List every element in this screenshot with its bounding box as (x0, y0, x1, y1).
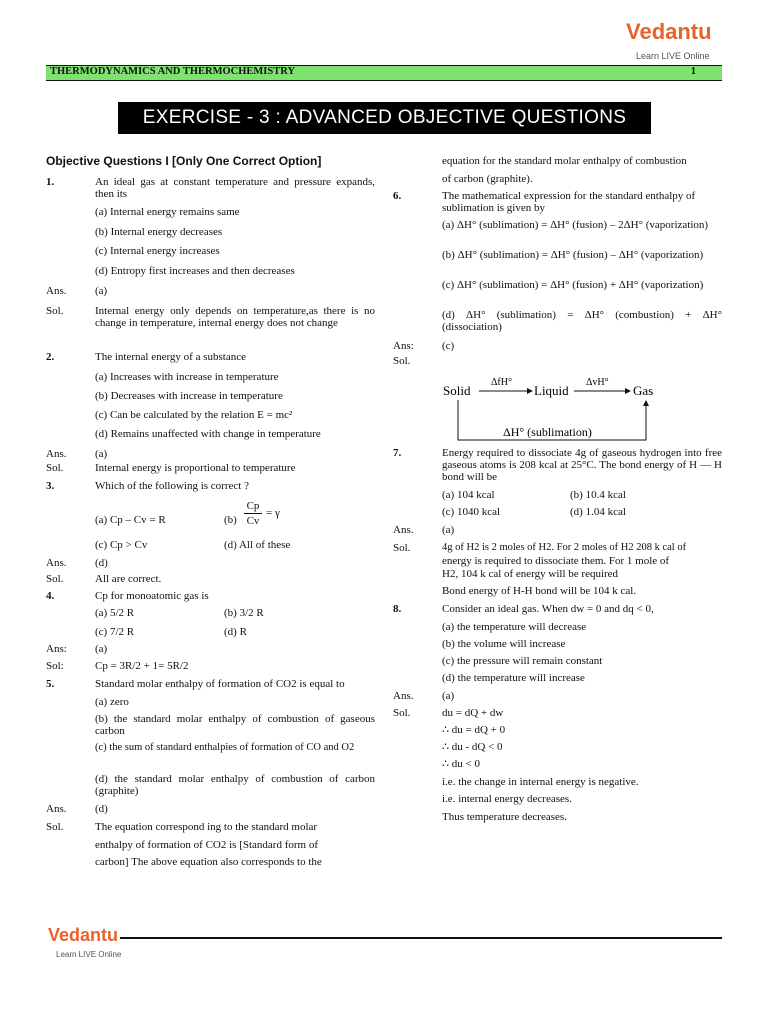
q7-text: Energy required to dissociate 4g of gaseous hydrogen into free gaseous atoms is 208 kcal at 25°C. The bond energy of H — H bond will be (442, 447, 722, 483)
q8-option-c: (c) the pressure will remain constant (442, 655, 603, 667)
q6-answer: (c) (442, 340, 455, 352)
q8-sol-label: Sol. (393, 707, 411, 719)
q5-solution-line-3: carbon] The above equation also corresponds to the (95, 856, 322, 868)
q8-number: 8. (393, 603, 402, 615)
q4-ans-label: Ans: (46, 643, 67, 655)
q1-option-c: (c) Internal energy increases (95, 245, 220, 257)
section-title: Objective Questions I [Only One Correct Option] (46, 154, 322, 168)
q2-option-d: (d) Remains unaffected with change in temperature (95, 428, 321, 440)
q7-option-a: (a) 104 kcal (442, 489, 495, 501)
q7-solution-line-4: Bond energy of H-H bond will be 104 k cal. (442, 585, 637, 597)
header-bar (46, 65, 722, 81)
q6-ans-label: Ans: (393, 340, 414, 352)
q7-sol-label: Sol. (393, 542, 411, 554)
q7-ans-label: Ans. (393, 524, 414, 536)
q3-option-a: (a) Cp – Cv = R (95, 514, 166, 526)
q4-option-a: (a) 5/2 R (95, 607, 135, 619)
q2-sol-label: Sol. (46, 462, 64, 474)
q6-option-d: (d) ΔH° (sublimation) = ΔH° (combustion) + ΔH° (dissociation) (442, 309, 722, 333)
q7-solution-line-2: energy is required to dissociate them. For 1 mole of (442, 555, 670, 567)
q1-option-d: (d) Entropy first increases and then decreases (95, 265, 295, 277)
q6-option-a: (a) ΔH° (sublimation) = ΔH° (fusion) – 2ΔH° (vaporization) (442, 219, 709, 231)
q2-option-c: (c) Can be calculated by the relation E = mc² (95, 409, 293, 421)
right-column (393, 155, 723, 875)
arrowhead-3 (643, 400, 649, 406)
q6-option-c: (c) ΔH° (sublimation) = ΔH° (fusion) + ΔH° (vaporization) (442, 279, 704, 291)
q4-solution: Cp = 3R/2 + 1= 5R/2 (95, 660, 189, 672)
q2-solution: Internal energy is proportional to temperature (95, 462, 296, 474)
q7-option-d: (d) 1.04 kcal (570, 506, 626, 518)
q4-number: 4. (46, 590, 55, 602)
q8-option-d: (d) the temperature will increase (442, 672, 585, 684)
q1-solution: Internal energy only depends on temperature,as there is no change in temperature, internal energy does not change (95, 305, 375, 329)
q3-option-d: (d) All of these (224, 539, 291, 551)
q8-option-a: (a) the temperature will decrease (442, 621, 587, 633)
q5-option-c: (c) the sum of standard enthalpies of formation of CO and O2 (95, 742, 355, 753)
page-number: 1 (690, 66, 696, 77)
q5-ans-label: Ans. (46, 803, 67, 815)
q7-answer: (a) (442, 524, 455, 536)
q1-answer: (a) (95, 285, 108, 297)
arrowhead-2 (625, 388, 631, 394)
q5-solution-line-1: The equation correspond ing to the standard molar (95, 821, 318, 833)
q1-sol-label: Sol. (46, 305, 64, 317)
q2-text: The internal energy of a substance (95, 351, 246, 363)
q5-solution-line-2: enthalpy of formation of CO2 is [Standard form of (95, 839, 319, 851)
q8-text: Consider an ideal gas. When dw = 0 and dq < 0, (442, 603, 654, 615)
q7-option-c: (c) 1040 kcal (442, 506, 501, 518)
q1-option-b: (b) Internal energy decreases (95, 226, 223, 238)
q1-text: An ideal gas at constant temperature and pressure expands, then its (95, 176, 375, 200)
q5-option-b: (b) the standard molar enthalpy of combustion of gaseous carbon (95, 713, 375, 737)
brand-tagline: Learn LIVE Online (636, 51, 710, 61)
q8-solution-line-2: ∴ du = dQ + 0 (442, 724, 506, 736)
q2-option-b: (b) Decreases with increase in temperature (95, 390, 283, 402)
q2-ans-label: Ans. (46, 448, 67, 460)
q1-number: 1. (46, 176, 55, 188)
diagram-bottom-label: ΔH° (sublimation) (503, 425, 592, 439)
footer-brand-tagline: Learn LIVE Online (56, 950, 122, 959)
q8-solution-line-3: ∴ du - dQ < 0 (442, 741, 503, 753)
q1-option-a: (a) Internal energy remains same (95, 206, 240, 218)
q3-ans-label: Ans. (46, 557, 67, 569)
diagram-gas: Gas (633, 383, 654, 398)
q5-text: Standard molar enthalpy of formation of CO2 is equal to (95, 678, 345, 690)
q3-text: Which of the following is correct ? (95, 480, 249, 492)
q4-option-b: (b) 3/2 R (224, 607, 264, 619)
q6-option-b: (b) ΔH° (sublimation) = ΔH° (fusion) – ΔH° (vaporization) (442, 249, 704, 261)
q4-option-c: (c) 7/2 R (95, 626, 135, 638)
q8-solution-line-5: i.e. the change in internal energy is negative. (442, 776, 639, 788)
brand-name: Vedantu (626, 19, 712, 44)
q5-continued-line-2: of carbon (graphite). (442, 173, 533, 185)
footer-divider (120, 937, 722, 939)
brand-logo (626, 20, 712, 68)
q8-solution-line-7: Thus temperature decreases. (442, 811, 567, 823)
q4-answer: (a) (95, 643, 108, 655)
q5-sol-label: Sol. (46, 821, 64, 833)
fraction-denominator: Cv (246, 515, 260, 527)
q8-solution-line-4: ∴ du < 0 (442, 758, 480, 770)
footer-logo (48, 925, 121, 965)
diagram-liquid: Liquid (534, 383, 569, 398)
q7-number: 7. (393, 447, 402, 459)
q4-text: Cp for monoatomic gas is (95, 590, 209, 602)
q4-sol-label: Sol: (46, 660, 64, 672)
q3-option-b-label: (b) (224, 514, 237, 526)
exercise-title: EXERCISE - 3 : ADVANCED OBJECTIVE QUESTIONS (118, 102, 651, 134)
q3-sol-label: Sol. (46, 573, 64, 585)
q6-sol-label: Sol. (393, 355, 411, 367)
q6-text: The mathematical expression for the standard enthalpy of sublimation is given by (442, 190, 696, 214)
q5-number: 5. (46, 678, 55, 690)
q3-solution: All are correct. (95, 573, 162, 585)
q8-solution-line-6: i.e. internal energy decreases. (442, 793, 572, 805)
q7-solution-line-1: 4g of H2 is 2 moles of H2. For 2 moles of H2 208 k cal of (442, 542, 687, 553)
q8-answer: (a) (442, 690, 455, 702)
sublimation-diagram (441, 370, 671, 445)
q3-option-b-fraction (244, 499, 262, 528)
q3-option-b-rest: = γ (266, 507, 280, 519)
q5-continued-line-1: equation for the standard molar enthalpy of combustion (442, 155, 687, 167)
chapter-title: THERMODYNAMICS AND THERMOCHEMISTRY (50, 66, 296, 77)
diagram-step1: ΔfH° (491, 377, 512, 388)
q4-option-d: (d) R (224, 626, 247, 638)
q8-solution-line-1: du = dQ + dw (442, 707, 504, 719)
diagram-solid: Solid (443, 383, 471, 398)
q2-number: 2. (46, 351, 55, 363)
q5-option-a: (a) zero (95, 696, 129, 708)
q5-answer: (d) (95, 803, 108, 815)
fraction-numerator: Cp (244, 499, 262, 514)
q2-option-a: (a) Increases with increase in temperature (95, 371, 279, 383)
arrowhead-1 (527, 388, 533, 394)
footer-brand-name: Vedantu (48, 925, 119, 945)
q3-answer: (d) (95, 557, 108, 569)
q5-option-d: (d) the standard molar enthalpy of combustion of carbon (graphite) (95, 773, 375, 797)
diagram-step2: ΔvH° (586, 377, 609, 388)
left-column (46, 155, 376, 875)
q8-option-b: (b) the volume will increase (442, 638, 566, 650)
q7-option-b: (b) 10.4 kcal (570, 489, 626, 501)
q1-ans-label: Ans. (46, 285, 67, 297)
q2-answer: (a) (95, 448, 108, 460)
q8-ans-label: Ans. (393, 690, 414, 702)
q6-number: 6. (393, 190, 402, 202)
q3-number: 3. (46, 480, 55, 492)
q3-option-c: (c) Cp > Cv (95, 539, 148, 551)
q7-solution-line-3: H2, 104 k cal of energy will be required (442, 568, 619, 580)
